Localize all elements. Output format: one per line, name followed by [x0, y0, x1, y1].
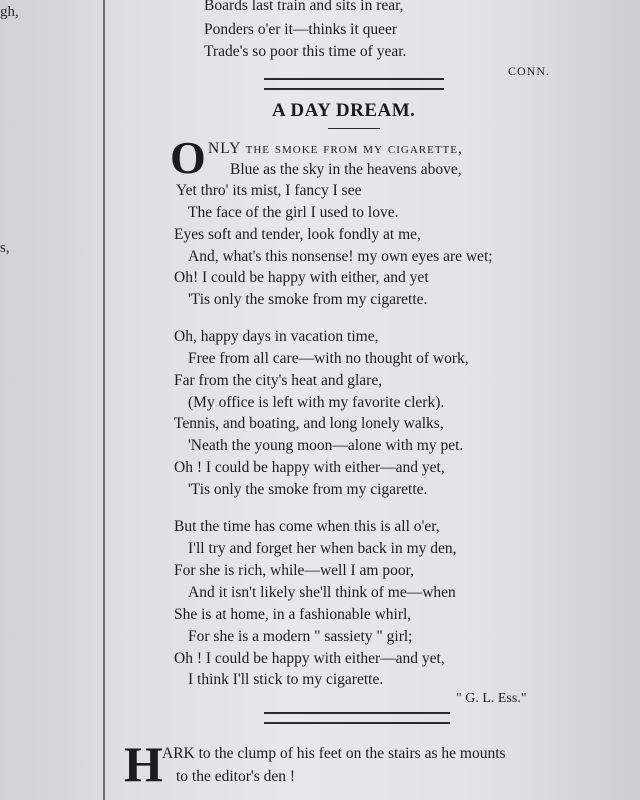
article-line: to the editor's den !: [176, 768, 296, 785]
poem-line: Tennis, and boating, and long lonely walks,: [174, 415, 444, 432]
poem-signature: " G. L. Ess.": [456, 691, 527, 706]
article-line: ARK to the clump of his feet on the stairs as he mounts: [162, 745, 506, 762]
poem-line: Oh, happy days in vacation time,: [174, 328, 379, 345]
prev-poem-line: Ponders o'er it—thinks it queer: [204, 21, 398, 38]
poem-line: Yet thro' its mist, I fancy I see: [176, 182, 362, 199]
poem-line: 'Tis only the smoke from my cigarette.: [188, 291, 428, 308]
poem-line: Eyes soft and tender, look fondly at me,: [174, 226, 421, 243]
poem-line: For she is a modern " sassiety " girl;: [188, 628, 413, 645]
poem-line: Oh! I could be happy with either, and yet: [174, 269, 429, 286]
left-fragment: gh,: [0, 4, 19, 20]
section-divider: [264, 712, 450, 724]
section-divider: [264, 78, 444, 90]
poem-line: She is at home, in a fashionable whirl,: [174, 606, 412, 623]
poem-line: I'll try and forget her when back in my den,: [188, 540, 457, 557]
prev-poem-line: Trade's so poor this time of year.: [204, 43, 407, 60]
poem-line: But the time has come when this is all o'er,: [174, 518, 440, 535]
poem-line: For she is rich, while—well I am poor,: [174, 562, 415, 579]
prev-poem-signature: CONN.: [508, 64, 551, 78]
poem-line: Oh ! I could be happy with either—and yet,: [174, 459, 445, 476]
poem-line: And, what's this nonsense! my own eyes are wet;: [188, 248, 493, 265]
poem-title: A DAY DREAM.: [272, 100, 416, 121]
main-column: [118, 0, 588, 800]
poem-line: The face of the girl I used to love.: [188, 204, 399, 221]
poem-line: And it isn't likely she'll think of me—when: [188, 584, 456, 601]
left-fragment: s,: [0, 240, 10, 256]
poem-line: Blue as the sky in the heavens above,: [230, 161, 462, 178]
poem-line: Free from all care—with no thought of work,: [188, 350, 469, 367]
poem-line: 'Tis only the smoke from my cigarette.: [188, 481, 428, 498]
prev-poem-line: Boards last train and sits in rear,: [204, 0, 404, 14]
poem-line: 'Neath the young moon—alone with my pet.: [188, 437, 464, 454]
poem-line: Oh ! I could be happy with either—and yet,: [174, 650, 445, 667]
poem-line: I think I'll stick to my cigarette.: [188, 671, 384, 688]
poem-drop-cap: O: [170, 132, 206, 183]
poem-line: Far from the city's heat and glare,: [174, 372, 383, 389]
column-rule: [103, 0, 105, 800]
poem-line: (My office is left with my favorite clerk).: [188, 394, 445, 411]
article-drop-cap: H: [124, 736, 163, 792]
left-column: [0, 0, 100, 800]
poem-line: NLY the smoke from my cigarette,: [208, 140, 463, 157]
title-underline: [328, 128, 380, 129]
